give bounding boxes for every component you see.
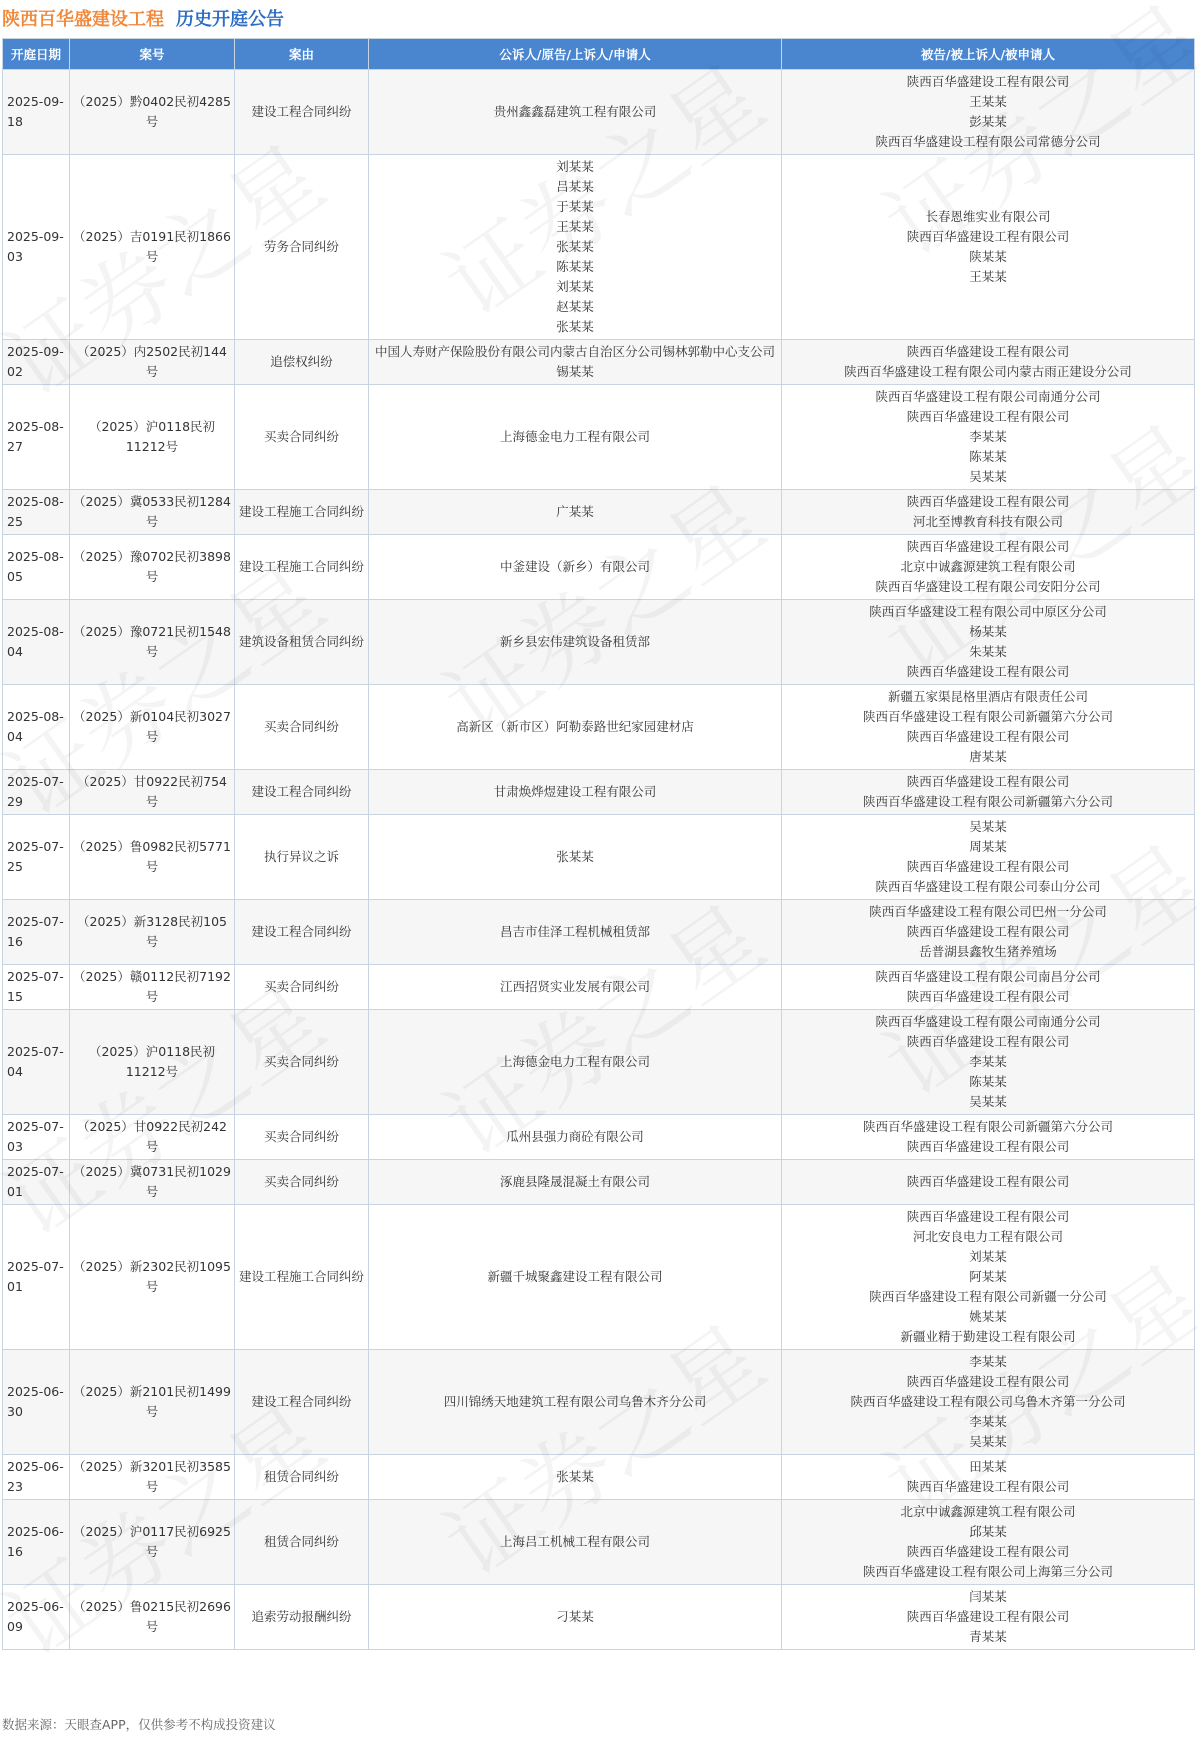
table-row (3, 815, 1195, 900)
defendants-cell (782, 1350, 1195, 1455)
case-number: （2025）沪0117民初6925号 (70, 1500, 235, 1585)
column-header-date: 开庭日期 (3, 39, 70, 70)
plaintiffs-cell (369, 815, 782, 900)
plaintiff-name: 刁某某 (556, 1609, 594, 1624)
defendant-name: 岳普湖县鑫牧生猪养殖场 (919, 944, 1057, 959)
defendants-cell (782, 770, 1195, 815)
case-number: （2025）豫0702民初3898号 (70, 535, 235, 600)
table-row (3, 340, 1195, 385)
hearing-table (2, 38, 1195, 1650)
defendant-name: 吴某某 (969, 469, 1007, 484)
plaintiff-name: 中釜建设（新乡）有限公司 (499, 559, 650, 574)
plaintiff-name: 涿鹿县隆晟混凝土有限公司 (499, 1174, 650, 1189)
case-number: （2025）黔0402民初4285号 (70, 70, 235, 155)
plaintiffs-cell (369, 1205, 782, 1350)
hearing-date: 2025-06-16 (3, 1500, 70, 1585)
table-row (3, 535, 1195, 600)
defendant-name: 陕西百华盛建设工程有限公司 (906, 539, 1070, 554)
company-name: 陕西百华盛建设工程 (2, 9, 164, 30)
defendant-name: 陕西百华盛建设工程有限公司中原区分公司 (869, 604, 1107, 619)
plaintiff-name: 瓜州县强力商砼有限公司 (506, 1129, 644, 1144)
defendant-name: 河北安良电力工程有限公司 (912, 1229, 1063, 1244)
defendant-name: 陕西百华盛建设工程有限公司新疆第六分公司 (862, 1119, 1113, 1134)
defendant-name: 刘某某 (969, 1249, 1007, 1264)
case-number: （2025）新0104民初3027号 (70, 685, 235, 770)
defendant-name: 陕西百华盛建设工程有限公司 (906, 494, 1070, 509)
table-row (3, 600, 1195, 685)
defendant-name: 陕西百华盛建设工程有限公司南通分公司 (875, 1014, 1101, 1029)
table-row (3, 490, 1195, 535)
plaintiffs-cell (369, 385, 782, 490)
plaintiff-name: 高新区（新市区）阿勒泰路世纪家园建材店 (456, 719, 694, 734)
hearing-date: 2025-09-03 (3, 155, 70, 340)
case-number: （2025）新3128民初105号 (70, 900, 235, 965)
plaintiffs-cell (369, 770, 782, 815)
case-cause: 买卖合同纠纷 (235, 1010, 369, 1115)
table-body (3, 70, 1195, 1650)
case-cause: 建设工程合同纠纷 (235, 70, 369, 155)
case-cause: 租赁合同纠纷 (235, 1500, 369, 1585)
defendant-name: 阿某某 (969, 1269, 1007, 1284)
section-title: 历史开庭公告 (176, 9, 284, 30)
hearing-date: 2025-07-25 (3, 815, 70, 900)
table-row (3, 1455, 1195, 1500)
defendant-name: 北京中诚鑫源建筑工程有限公司 (900, 559, 1076, 574)
defendant-name: 青某某 (969, 1629, 1007, 1644)
defendant-name: 陕西百华盛建设工程有限公司 (906, 1609, 1070, 1624)
defendant-name: 陕西百华盛建设工程有限公司 (906, 409, 1070, 424)
plaintiff-name: 刘某某 (556, 279, 594, 294)
defendant-name: 陕西百华盛建设工程有限公司 (906, 229, 1070, 244)
defendants-cell (782, 1205, 1195, 1350)
defendant-name: 杨某某 (969, 624, 1007, 639)
hearing-date: 2025-07-04 (3, 1010, 70, 1115)
column-header-defendants: 被告/被上诉人/被申请人 (782, 39, 1195, 70)
plaintiffs-cell (369, 70, 782, 155)
column-header-cause: 案由 (235, 39, 369, 70)
case-cause: 执行异议之诉 (235, 815, 369, 900)
plaintiff-name: 上海德金电力工程有限公司 (499, 1054, 650, 1069)
case-number: （2025）新2302民初1095号 (70, 1205, 235, 1350)
plaintiffs-cell (369, 340, 782, 385)
defendant-name: 陕西百华盛建设工程有限公司新疆第六分公司 (862, 709, 1113, 724)
defendant-name: 陕西百华盛建设工程有限公司 (906, 1544, 1070, 1559)
defendant-name: 陕西百华盛建设工程有限公司 (906, 664, 1070, 679)
case-cause: 买卖合同纠纷 (235, 1115, 369, 1160)
defendant-name: 陕西百华盛建设工程有限公司泰山分公司 (875, 879, 1101, 894)
table-row (3, 1115, 1195, 1160)
defendant-name: 陕西百华盛建设工程有限公司南通分公司 (875, 389, 1101, 404)
defendant-name: 邱某某 (969, 1524, 1007, 1539)
defendant-name: 李某某 (969, 429, 1007, 444)
plaintiff-name: 昌吉市佳泽工程机械租赁部 (499, 924, 650, 939)
plaintiffs-cell (369, 1455, 782, 1500)
defendants-cell (782, 900, 1195, 965)
defendants-cell (782, 385, 1195, 490)
plaintiff-name: 张某某 (556, 1469, 594, 1484)
table-row (3, 1500, 1195, 1585)
case-cause: 劳务合同纠纷 (235, 155, 369, 340)
case-cause: 建设工程施工合同纠纷 (235, 535, 369, 600)
plaintiffs-cell (369, 1350, 782, 1455)
hearing-date: 2025-06-23 (3, 1455, 70, 1500)
table-row (3, 1160, 1195, 1205)
case-number: （2025）豫0721民初1548号 (70, 600, 235, 685)
plaintiff-name: 张某某 (556, 319, 594, 334)
table-row (3, 1205, 1195, 1350)
defendant-name: 吴某某 (969, 819, 1007, 834)
defendant-name: 王某某 (969, 269, 1007, 284)
table-row (3, 965, 1195, 1010)
defendant-name: 陕西百华盛建设工程有限公司 (906, 1209, 1070, 1224)
case-cause: 租赁合同纠纷 (235, 1455, 369, 1500)
defendant-name: 田某某 (969, 1459, 1007, 1474)
case-cause: 建设工程合同纠纷 (235, 900, 369, 965)
plaintiff-name: 甘肃焕烨煜建设工程有限公司 (493, 784, 657, 799)
table-row (3, 155, 1195, 340)
plaintiff-name: 新疆千城聚鑫建设工程有限公司 (487, 1269, 663, 1284)
case-number: （2025）冀0731民初1029号 (70, 1160, 235, 1205)
defendant-name: 陕西百华盛建设工程有限公司新疆一分公司 (869, 1289, 1107, 1304)
plaintiff-name: 刘某某 (556, 159, 594, 174)
plaintiffs-cell (369, 535, 782, 600)
hearing-date: 2025-08-04 (3, 600, 70, 685)
defendant-name: 陕西百华盛建设工程有限公司安阳分公司 (875, 579, 1101, 594)
defendant-name: 周某某 (969, 839, 1007, 854)
plaintiffs-cell (369, 155, 782, 340)
defendant-name: 李某某 (969, 1354, 1007, 1369)
plaintiffs-cell (369, 1585, 782, 1650)
case-number: （2025）吉0191民初1866号 (70, 155, 235, 340)
table-row (3, 70, 1195, 155)
defendant-name: 陕西百华盛建设工程有限公司 (906, 924, 1070, 939)
plaintiff-name: 上海德金电力工程有限公司 (499, 429, 650, 444)
defendant-name: 陕西百华盛建设工程有限公司 (906, 1374, 1070, 1389)
case-number: （2025）冀0533民初1284号 (70, 490, 235, 535)
defendants-cell (782, 600, 1195, 685)
case-number: （2025）沪0118民初11212号 (70, 1010, 235, 1115)
defendant-name: 长春恩维实业有限公司 (925, 209, 1051, 224)
hearing-date: 2025-09-02 (3, 340, 70, 385)
plaintiff-name: 张某某 (556, 239, 594, 254)
defendant-name: 陕西百华盛建设工程有限公司 (906, 774, 1070, 789)
table-row (3, 385, 1195, 490)
hearing-date: 2025-06-30 (3, 1350, 70, 1455)
defendants-cell (782, 490, 1195, 535)
case-cause: 建设工程合同纠纷 (235, 770, 369, 815)
hearing-date: 2025-07-29 (3, 770, 70, 815)
case-cause: 追索劳动报酬纠纷 (235, 1585, 369, 1650)
hearing-date: 2025-07-15 (3, 965, 70, 1010)
defendant-name: 吴某某 (969, 1094, 1007, 1109)
case-cause: 建设工程合同纠纷 (235, 1350, 369, 1455)
defendants-cell (782, 340, 1195, 385)
plaintiff-name: 广某某 (556, 504, 594, 519)
plaintiffs-cell (369, 1010, 782, 1115)
hearing-date: 2025-07-16 (3, 900, 70, 965)
defendant-name: 陕西百华盛建设工程有限公司 (906, 729, 1070, 744)
hearing-date: 2025-09-18 (3, 70, 70, 155)
plaintiffs-cell (369, 1160, 782, 1205)
case-cause: 买卖合同纠纷 (235, 685, 369, 770)
defendant-name: 朱某某 (969, 644, 1007, 659)
page-header (0, 0, 1197, 36)
case-number: （2025）沪0118民初11212号 (70, 385, 235, 490)
defendants-cell (782, 1500, 1195, 1585)
defendants-cell (782, 965, 1195, 1010)
defendant-name: 王某某 (969, 94, 1007, 109)
defendant-name: 陕西百华盛建设工程有限公司南昌分公司 (875, 969, 1101, 984)
defendant-name: 陈某某 (969, 1074, 1007, 1089)
column-header-plaintiffs: 公诉人/原告/上诉人/申请人 (369, 39, 782, 70)
data-source-note: 数据来源：天眼查APP，仅供参考不构成投资建议 (2, 1717, 276, 1732)
hearing-date: 2025-07-01 (3, 1205, 70, 1350)
case-number: （2025）甘0922民初754号 (70, 770, 235, 815)
plaintiff-name: 于某某 (556, 199, 594, 214)
case-cause: 建设工程施工合同纠纷 (235, 490, 369, 535)
plaintiff-name: 新乡县宏伟建筑设备租赁部 (499, 634, 650, 649)
defendant-name: 陕西百华盛建设工程有限公司 (906, 989, 1070, 1004)
defendant-name: 彭某某 (969, 114, 1007, 129)
plaintiff-name: 锡某某 (556, 364, 594, 379)
plaintiffs-cell (369, 1500, 782, 1585)
defendants-cell (782, 1455, 1195, 1500)
defendant-name: 陕西百华盛建设工程有限公司 (906, 1479, 1070, 1494)
plaintiffs-cell (369, 900, 782, 965)
plaintiffs-cell (369, 685, 782, 770)
plaintiff-name: 吕某某 (556, 179, 594, 194)
defendant-name: 吴某某 (969, 1434, 1007, 1449)
defendant-name: 陕西百华盛建设工程有限公司乌鲁木齐第一分公司 (850, 1394, 1126, 1409)
case-cause: 买卖合同纠纷 (235, 965, 369, 1010)
hearing-date: 2025-08-27 (3, 385, 70, 490)
plaintiff-name: 江西招贤实业发展有限公司 (499, 979, 650, 994)
defendants-cell (782, 685, 1195, 770)
plaintiffs-cell (369, 490, 782, 535)
defendants-cell (782, 1160, 1195, 1205)
plaintiffs-cell (369, 965, 782, 1010)
case-number: （2025）鲁0982民初5771号 (70, 815, 235, 900)
case-cause: 建筑设备租赁合同纠纷 (235, 600, 369, 685)
case-number: （2025）内2502民初144号 (70, 340, 235, 385)
defendant-name: 陕西百华盛建设工程有限公司 (906, 1174, 1070, 1189)
table-header-row (3, 39, 1195, 70)
defendant-name: 陕西百华盛建设工程有限公司巴州一分公司 (869, 904, 1107, 919)
defendant-name: 陕某某 (969, 249, 1007, 264)
defendant-name: 李某某 (969, 1414, 1007, 1429)
defendant-name: 陕西百华盛建设工程有限公司新疆第六分公司 (862, 794, 1113, 809)
case-cause: 买卖合同纠纷 (235, 1160, 369, 1205)
case-number: （2025）赣0112民初7192号 (70, 965, 235, 1010)
hearing-date: 2025-08-04 (3, 685, 70, 770)
plaintiff-name: 上海吕工机械工程有限公司 (499, 1534, 650, 1549)
case-cause: 买卖合同纠纷 (235, 385, 369, 490)
plaintiff-name: 贵州鑫鑫磊建筑工程有限公司 (493, 104, 657, 119)
hearing-date: 2025-08-25 (3, 490, 70, 535)
table-row (3, 900, 1195, 965)
defendant-name: 闫某某 (969, 1589, 1007, 1604)
case-number: （2025）鲁0215民初2696号 (70, 1585, 235, 1650)
defendant-name: 新疆业精于勤建设工程有限公司 (900, 1329, 1076, 1344)
table-row (3, 770, 1195, 815)
defendant-name: 陕西百华盛建设工程有限公司 (906, 1034, 1070, 1049)
defendant-name: 唐某某 (969, 749, 1007, 764)
plaintiffs-cell (369, 1115, 782, 1160)
hearing-date: 2025-07-01 (3, 1160, 70, 1205)
defendants-cell (782, 1585, 1195, 1650)
plaintiff-name: 陈某某 (556, 259, 594, 274)
hearing-date: 2025-06-09 (3, 1585, 70, 1650)
defendant-name: 陕西百华盛建设工程有限公司内蒙古雨正建设分公司 (844, 364, 1132, 379)
table-row (3, 1585, 1195, 1650)
table-row (3, 685, 1195, 770)
plaintiff-name: 四川锦绣天地建筑工程有限公司乌鲁木齐分公司 (443, 1394, 707, 1409)
hearing-date: 2025-07-03 (3, 1115, 70, 1160)
defendant-name: 陕西百华盛建设工程有限公司 (906, 344, 1070, 359)
plaintiff-name: 中国人寿财产保险股份有限公司内蒙古自治区分公司锡林郭勒中心支公司 (374, 344, 775, 359)
defendant-name: 陕西百华盛建设工程有限公司常德分公司 (875, 134, 1101, 149)
case-number: （2025）新2101民初1499号 (70, 1350, 235, 1455)
defendants-cell (782, 1115, 1195, 1160)
defendant-name: 姚某某 (969, 1309, 1007, 1324)
defendant-name: 陕西百华盛建设工程有限公司 (906, 859, 1070, 874)
table-row (3, 1010, 1195, 1115)
plaintiffs-cell (369, 600, 782, 685)
defendant-name: 北京中诚鑫源建筑工程有限公司 (900, 1504, 1076, 1519)
case-number: （2025）新3201民初3585号 (70, 1455, 235, 1500)
plaintiff-name: 王某某 (556, 219, 594, 234)
column-header-case-no: 案号 (70, 39, 235, 70)
case-cause: 追偿权纠纷 (235, 340, 369, 385)
case-number: （2025）甘0922民初242号 (70, 1115, 235, 1160)
defendant-name: 李某某 (969, 1054, 1007, 1069)
defendants-cell (782, 535, 1195, 600)
defendant-name: 河北至博教育科技有限公司 (912, 514, 1063, 529)
defendant-name: 陕西百华盛建设工程有限公司上海第三分公司 (862, 1564, 1113, 1579)
defendant-name: 陈某某 (969, 449, 1007, 464)
defendant-name: 新疆五家渠昆格里酒店有限责任公司 (887, 689, 1088, 704)
plaintiff-name: 张某某 (556, 849, 594, 864)
plaintiff-name: 赵某某 (556, 299, 594, 314)
hearing-date: 2025-08-05 (3, 535, 70, 600)
defendant-name: 陕西百华盛建设工程有限公司 (906, 1139, 1070, 1154)
defendants-cell (782, 70, 1195, 155)
defendants-cell (782, 815, 1195, 900)
table-row (3, 1350, 1195, 1455)
defendants-cell (782, 1010, 1195, 1115)
defendant-name: 陕西百华盛建设工程有限公司 (906, 74, 1070, 89)
defendants-cell (782, 155, 1195, 340)
case-cause: 建设工程施工合同纠纷 (235, 1205, 369, 1350)
